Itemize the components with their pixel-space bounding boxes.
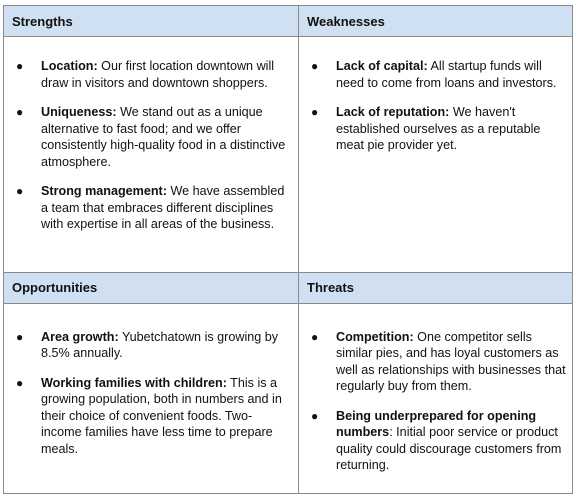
item-label: Area growth: bbox=[41, 329, 119, 344]
strengths-header: Strengths bbox=[4, 6, 299, 37]
opportunities-header: Opportunities bbox=[4, 272, 299, 303]
opportunities-cell bbox=[4, 303, 299, 493]
bullet-icon: ● bbox=[16, 59, 24, 74]
item-text: Our first location downtown will draw in visitors and downtown shoppers. bbox=[41, 59, 275, 90]
item-text: We haven't established ourselves as a reputable meat pie provider yet. bbox=[336, 105, 541, 153]
list-item bbox=[4, 58, 298, 91]
weaknesses-header: Weaknesses bbox=[299, 6, 573, 37]
list-item bbox=[4, 375, 298, 458]
opportunities-list bbox=[4, 304, 298, 458]
list-item bbox=[4, 329, 298, 362]
threats-header: Threats bbox=[299, 272, 573, 303]
item-label: Working families with children: bbox=[41, 375, 227, 390]
item-text: We have assembled a team that embraces different disciplines with expertise in all areas of the business. bbox=[41, 184, 285, 232]
item-label: Lack of capital: bbox=[336, 59, 428, 74]
threats-list bbox=[299, 304, 572, 474]
list-item bbox=[4, 183, 298, 233]
item-text: One competitor sells similar pies, and has loyal customers as well as relationships with businesses that regularly buy from them. bbox=[336, 329, 566, 394]
bullet-icon: ● bbox=[311, 105, 319, 120]
item-label: Competition: bbox=[336, 329, 414, 344]
threats-cell bbox=[299, 303, 573, 493]
item-text: Yubetchatown is growing by 8.5% annually. bbox=[41, 329, 279, 361]
list-item bbox=[299, 329, 572, 395]
bullet-icon: ● bbox=[16, 329, 24, 344]
swot-table bbox=[3, 5, 573, 494]
weaknesses-cell bbox=[299, 37, 573, 272]
bullet-icon: ● bbox=[311, 408, 319, 423]
bullet-icon: ● bbox=[16, 184, 24, 199]
item-label: Strong management: bbox=[41, 184, 167, 199]
strengths-list bbox=[4, 37, 298, 233]
list-item bbox=[299, 58, 572, 91]
item-text: All startup funds will need to come from loans and investors. bbox=[336, 59, 557, 90]
item-label: Lack of reputation: bbox=[336, 105, 450, 120]
list-item bbox=[299, 408, 572, 474]
item-label: Uniqueness: bbox=[41, 105, 117, 120]
item-text: This is a growing population, both in numbers and in their choice of convenient foods. Two-income families have less time to prepare meals. bbox=[41, 375, 282, 456]
weaknesses-list bbox=[299, 37, 572, 154]
bullet-icon: ● bbox=[311, 329, 319, 344]
item-text: : Initial poor service or product quality could discourage customers from returning. bbox=[336, 425, 562, 473]
bullet-icon: ● bbox=[16, 375, 24, 390]
item-text: We stand out as a unique alternative to fast food; and we offer consistently high-quality food in a distinctive atmosphere. bbox=[41, 105, 286, 169]
bullet-icon: ● bbox=[311, 59, 319, 74]
item-label: Being underprepared for opening numbers bbox=[336, 408, 537, 440]
strengths-cell bbox=[4, 37, 299, 272]
bullet-icon: ● bbox=[16, 105, 24, 120]
item-label: Location: bbox=[41, 59, 98, 74]
list-item bbox=[299, 104, 572, 154]
list-item bbox=[4, 104, 298, 170]
